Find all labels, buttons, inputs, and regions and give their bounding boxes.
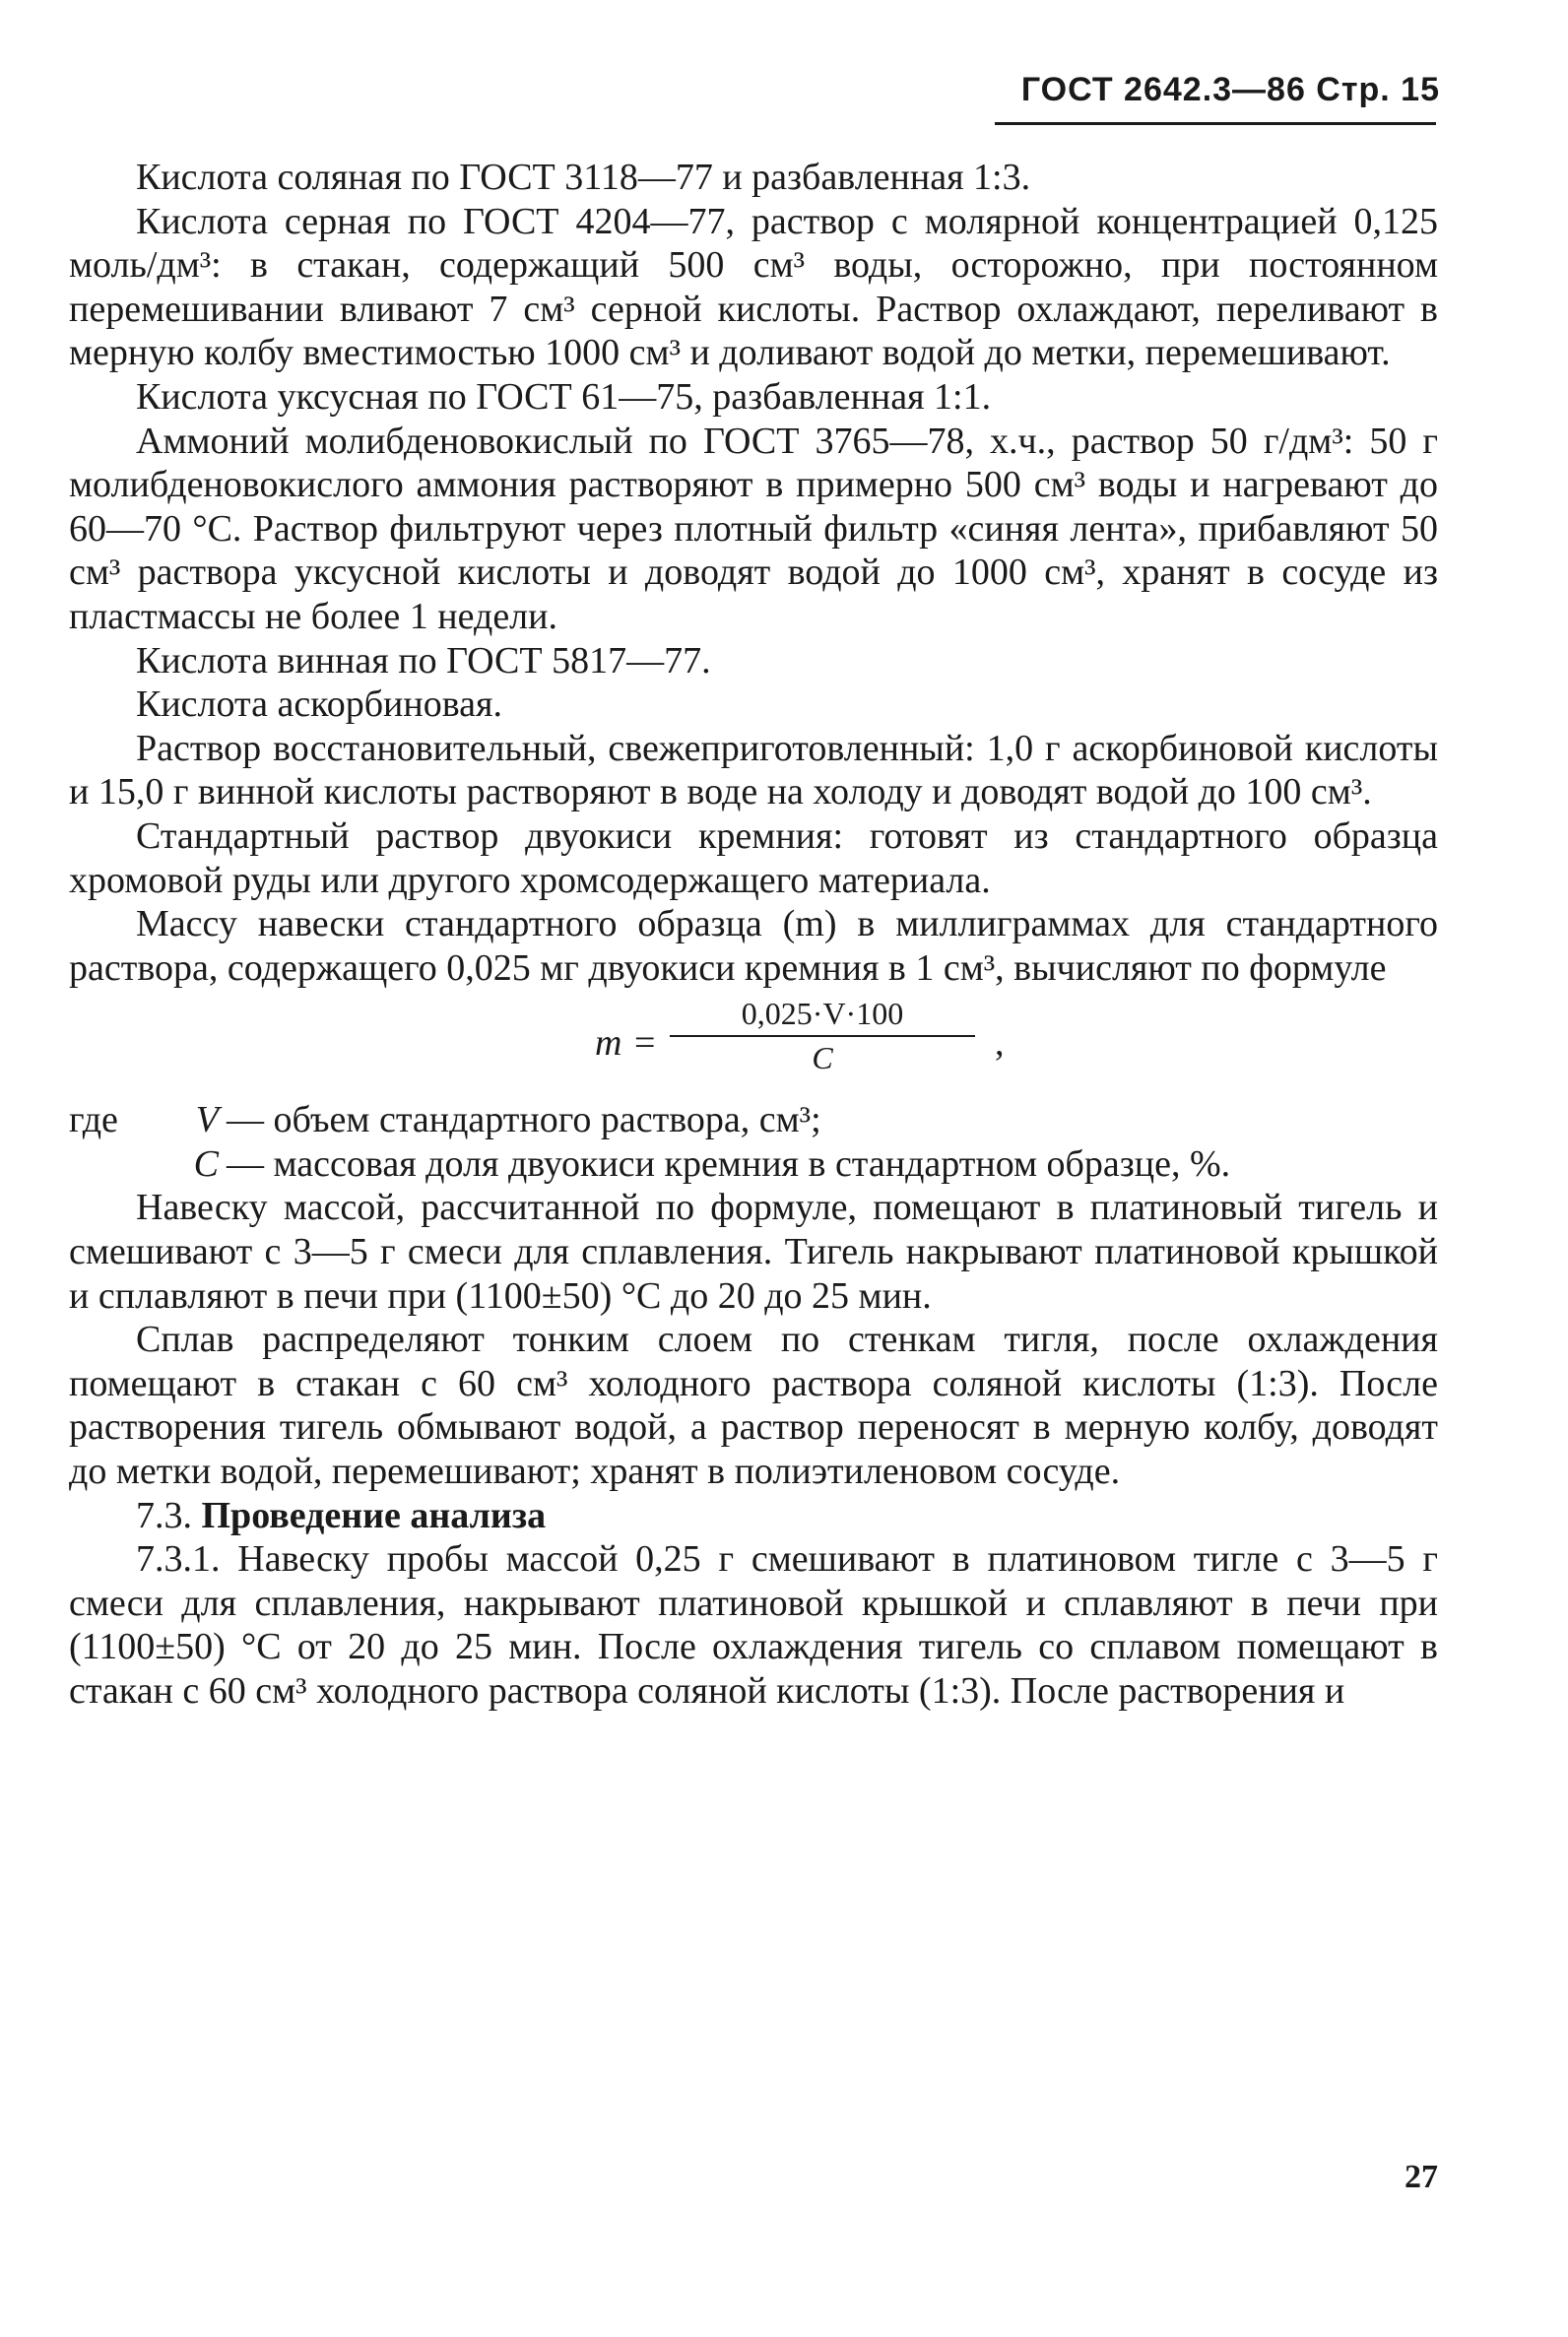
fraction-bar: [670, 1035, 975, 1037]
section-number: 7.3.: [136, 1494, 192, 1536]
page-number: 27: [1405, 2159, 1438, 2195]
section-heading: [69, 1494, 1438, 1538]
formula-numerator: 0,025·V·100: [741, 996, 904, 1032]
paragraph: Кислота соляная по ГОСТ 3118—77 и разбавленная 1:3.: [136, 157, 1031, 198]
paragraph: Навеску массой, рассчитанной по формуле, помещают в платиновый тигель и смешивают с 3—5 г смеси для сплавления. Тигель накрывают платиновой крышкой и сплавляют в печи при (1100±50) °С до 20 до 25 мин.: [69, 1187, 1438, 1317]
formula-equals: =: [634, 1022, 656, 1065]
formula-comma: ,: [995, 1022, 1005, 1065]
running-header: ГОСТ 2642.3—86 Стр. 15: [1020, 71, 1440, 108]
definition-c: [69, 1142, 1438, 1187]
definition-c-text: — массовая доля двуокиси кремния в стандартном образце, %.: [227, 1142, 1231, 1185]
paragraph: Аммоний молибденовокислый по ГОСТ 3765—78, х.ч., раствор 50 г/дм³: 50 г молибденовокислого аммония растворяют в примерно 500 см³ воды и нагревают до 60—70 °С. Раствор фильтруют через плотный фильтр «синяя лента», прибавляют 50 см³ раствора уксусной кислоты и доводят водой до 1000 см³, хранят в сосуде из пластмассы не более 1 недели.: [69, 420, 1438, 637]
paragraph: 7.3.1. Навеску пробы массой 0,25 г смешивают в платиновом тигле с 3—5 г смеси для сплавления, накрывают платиновой крышкой и сплавляют в печи при (1100±50) °С от 20 до 25 мин. После охлаждения тигель со сплавом помещают в стакан с 60 см³ холодного раствора соляной кислоты (1:3). После растворения и: [69, 1538, 1438, 1712]
definition-v-text: — объем стандартного раствора, см³;: [227, 1099, 821, 1141]
header-rule: [995, 122, 1436, 125]
symbol-c: C: [193, 1142, 219, 1185]
mass-formula: [69, 994, 1438, 1092]
paragraph: Стандартный раствор двуокиси кремния: готовят из стандартного образца хромовой руды или другого хромсодержащего материала.: [69, 814, 1438, 901]
where-label: где: [69, 1099, 118, 1141]
section-title: Проведение анализа: [201, 1494, 547, 1536]
formula-denominator: C: [812, 1040, 833, 1076]
paragraph: Кислота серная по ГОСТ 4204—77, раствор с молярной концентрацией 0,125 моль/дм³: в стакан, содержащий 500 см³ воды, осторожно, при постоянном перемешивании вливают 7 см³ серной кислоты. Раствор охлаждают, переливают в мерную колбу вместимостью 1000 см³ и доливают водой до метки, перемешивают.: [69, 200, 1438, 374]
formula-lhs: m: [595, 1022, 622, 1065]
paragraph: Массу навески стандартного образца (m) в миллиграммах для стандартного раствора, содержащего 0,025 мг двуокиси кремния в 1 см³, вычисляют по формуле: [69, 903, 1438, 989]
formula-fraction: [670, 994, 975, 1076]
paragraph: Кислота уксусная по ГОСТ 61—75, разбавленная 1:1.: [136, 375, 992, 418]
definition-v: [69, 1098, 1438, 1142]
definition-indent: [69, 1142, 160, 1187]
paragraph: Кислота винная по ГОСТ 5817—77.: [136, 639, 711, 682]
symbol-v: V: [195, 1099, 219, 1141]
body-text: [69, 156, 1438, 1714]
variable-definitions: [69, 1098, 1438, 1186]
paragraph: Кислота аскорбиновая.: [136, 683, 503, 726]
paragraph: Раствор восстановительный, свежеприготовленный: 1,0 г аскорбиновой кислоты и 15,0 г винной кислоты растворяют в воде на холоду и доводят водой до 100 см³.: [69, 727, 1438, 813]
paragraph: Сплав распределяют тонким слоем по стенкам тигля, после охлаждения помещают в стакан с 60 см³ холодного раствора соляной кислоты (1:3). После растворения тигель обмывают водой, а раствор переносят в мерную колбу, доводят до метки водой, перемешивают; хранят в полиэтиленовом сосуде.: [69, 1319, 1438, 1493]
